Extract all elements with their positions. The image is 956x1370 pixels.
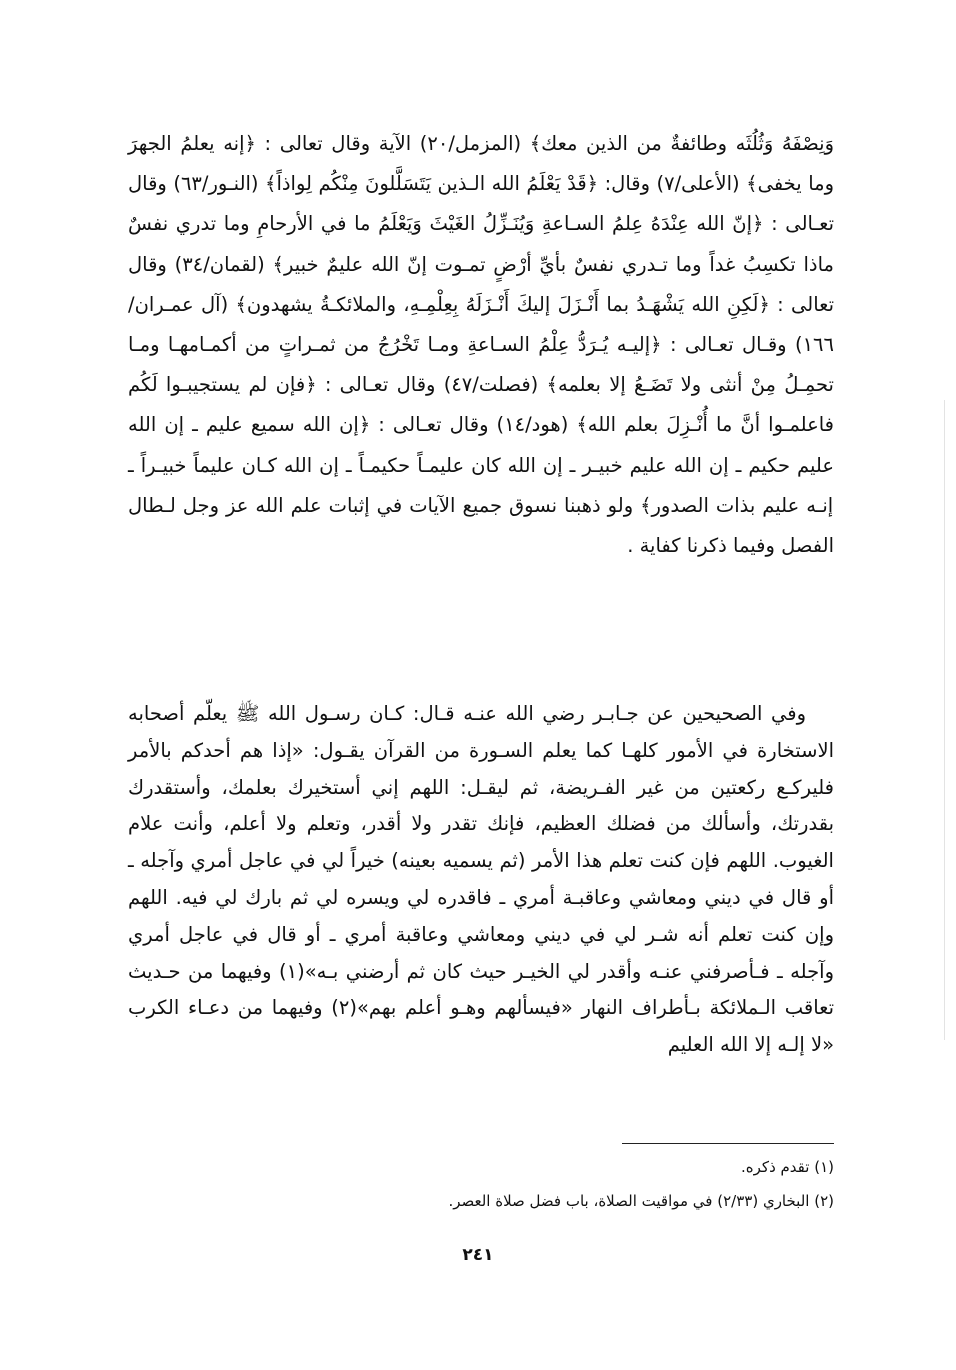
text-line: الله عليم خبيـر ـ إن الله كان عليمـاً حكيمـاً ـ إن الله كـان عليماً خبيـراً ـ إنـه عليم [128, 453, 834, 517]
paragraph-text [128, 696, 834, 1064]
text-line: الأرحامِ وما تدري نفسٌ ماذا تكسِبُ غداً وما تـدري نفسٌ بأيِّ أرْضٍ تمـوت إنّ [128, 212, 835, 276]
text-line: أصحابه الاستخارة في الأمور كلهـا كما يعلم السـورة من القرآن يقـول: «إذا هم [128, 702, 834, 762]
paragraph-text [128, 124, 834, 566]
text-line: السـاعةِ ومـا تَخْرُجُ من ثمـراتٍ من أكمـامهـا ومـا تحمِـلُ مِنْ أنثى ولا تَضَـعُ إلا [128, 333, 834, 397]
text-line: بذات الصدور﴾ ولو ذهبنا نسوق جميع الآيات في إثبات علم الله عز وجل لـطال [128, 493, 756, 517]
page-edge-line [944, 400, 945, 1040]
text-line: وفي الصحيحين عن جـابـر رضي الله عنـه قـال: كـان رسـول الله ﷺ يعلّم [184, 702, 806, 725]
text-line: بعينه) خيراً لي في عاجل أمري وآجله ـ أو قال في ديني ومعاشي وعاقبـة أمري ـ [128, 849, 834, 909]
footnotes [128, 1150, 834, 1218]
text-line: بعلمه﴾ (فصلت/٤٧) وقال تعـالى : ﴿فإن لم يستجيبـوا لَكُم فاعلمـوا أنَّ ما أُنْـزِلَ [128, 373, 834, 437]
footnote-1: (١) تقدم ذكره. [741, 1158, 834, 1176]
footnote-divider [622, 1143, 834, 1144]
text-line: بعلم الله﴾ (هود/١٤) وقال تعـالى : ﴿إن الله سميع عليم ـ إن الله عليم حكيم ـ إن [128, 413, 834, 477]
text-line: فاقدره لي ويسره لي ثم بارك لي فيه. اللهم وإن كنت تعلم أنه شـر لي في ديني [128, 885, 834, 946]
text-line: النهار «فيسألهم وهـو أعلم بهم»(٢) وفيهما من دعـاء الكرب «لا إلـه إلا الله العليم [128, 996, 834, 1057]
text-line: (النـور/٦٣) وقال تعـالى : ﴿إنّ الله عِنْدَهُ عِلمُ السـاعةِ وَيُنَـزِّلُ الغَيْثَ وَيَعْلَمُ ما في [128, 172, 834, 236]
text-line: الجهرَ وما يخفى﴾ (الأعلى/٧) وقال: ﴿قَدْ يَعْلَمُ الله الـذين يَتَسَلَّلونَ مِنْكُم لِواذاً﴾ [128, 132, 834, 196]
paragraph-hadith-istikhara [128, 696, 834, 1064]
text-line: وَنِصْفَهُ وَثُلُثَه وطائفةٌ من الذين معك﴾ (المزمل/٢٠) الآية وقال تعالى : ﴿إنه يعلمُ [171, 132, 834, 155]
text-line: الفصل وفيما ذكرنا كفاية . [627, 534, 834, 558]
text-line: بِعِلْمِـهِ، والملائكـةُ يشهدون﴾ (آل عمـران/١٦٦) وقـال تعـالى : ﴿إليـه يُـرَدُّ عِلْمُ [128, 292, 834, 357]
text-line: أحدكم بالأمر فليركـع ركعتين من غير الفـريضة، ثم ليقـل: اللهم إني أستخيرك [128, 738, 834, 799]
text-line: بعلمك، وأستقدرك بقدرتك، وأسألك من فضلك العظيم، فإنك تقدر ولا أقدر، [128, 775, 834, 836]
text-line: وتعلم ولا أعلم، وأنت علام الغيوب. اللهم فإن كنت تعلم هذا الأمر (ثم يسميه [128, 812, 834, 873]
text-line: ومعاشي وعاقبة أمري ـ أو قال في عاجل أمري وآجله ـ فـأصرفني عنـه وأقدر لي [128, 922, 834, 983]
text-line: الخيـر حيث كان ثم أرضني بـه»(١) وفيهما من حـديث تعاقب الـملائكة بـأطراف [128, 959, 835, 1020]
footnote-2: (٢) البخاري (٢/٣٣) في مواقيت الصلاة، باب فضل صلاة العصر. [448, 1192, 834, 1210]
page-number: ٢٤١ [462, 1245, 494, 1265]
paragraph-quran-verses [128, 124, 834, 566]
text-line: الله عليمٌ خبير﴾ (لقمان/٣٤) وقال تعالى : ﴿لَكِنِ الله يَشْهَـدُ بما أَنْـزَلَ إليكَ أَنْـزَلَهُ [128, 252, 834, 316]
